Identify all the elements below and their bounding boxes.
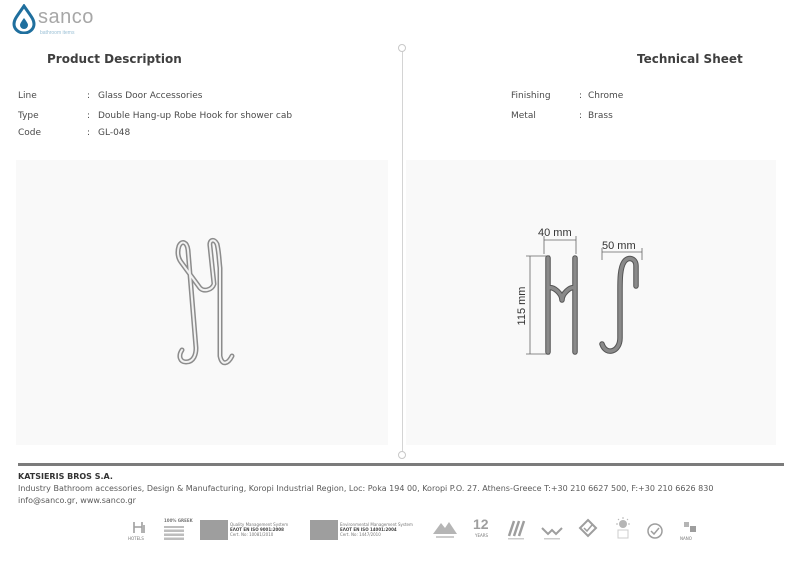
product-description-title: Product Description <box>47 52 182 66</box>
product-photo <box>16 160 388 445</box>
spec-finishing-value: Chrome <box>588 91 624 101</box>
diamond-icon <box>578 516 600 544</box>
company-address: Industry Bathroom accessories, Design & Manufacturing, Koropi Industrial Region, Loc: Poka 194 00, Koropi P.O. 27. Athens-Greece T:+30 210 6627 500, F:+30 210 6626 830 <box>18 484 714 493</box>
width-dimension-label: 40 mm <box>538 227 572 239</box>
spec-finishing-label: Finishing <box>511 91 551 101</box>
twelve-years-icon: 12 YEARS <box>473 516 489 538</box>
spec-code-label: Code <box>18 128 42 138</box>
wave-check-icon <box>540 516 566 544</box>
certifications-row <box>128 516 708 546</box>
technical-sheet-title: Technical Sheet <box>637 52 743 66</box>
nano-icon: NANO <box>678 516 702 544</box>
sun-icon <box>612 516 634 544</box>
vertical-divider <box>402 48 403 455</box>
front-view-outline <box>548 258 575 352</box>
company-contact: info@sanco.gr, www.sanco.gr <box>18 496 136 505</box>
eu-flag-icon <box>200 520 228 540</box>
spec-code-sep: : <box>87 128 91 138</box>
depth-dimension-label: 50 mm <box>602 240 636 252</box>
spec-type-label: Type <box>18 111 39 121</box>
footer-divider <box>18 463 784 466</box>
spec-metal-sep: : <box>579 111 583 121</box>
spec-metal-value: Brass <box>588 111 613 121</box>
round-seal-icon <box>646 516 666 544</box>
spec-metal-label: Metal <box>511 111 536 121</box>
greek-made-icon: 100% GREEK <box>164 516 188 544</box>
height-dimension-label: 115 mm <box>516 286 528 326</box>
spec-type-sep: : <box>87 111 91 121</box>
technical-drawing <box>406 160 776 445</box>
divider-top-dot <box>398 44 406 52</box>
divider-bottom-dot <box>398 451 406 459</box>
hotels-icon: HOTELS <box>128 516 152 544</box>
dimension-drawing <box>406 160 776 445</box>
spec-code-value: GL-048 <box>98 128 131 138</box>
spec-line-label: Line <box>18 91 37 101</box>
spec-type-value: Double Hang-up Robe Hook for shower cab <box>98 111 293 121</box>
sanco-logo <box>12 4 112 36</box>
iso-9001-badge: Quality Management System ΕΛΟΤ EN ISO 9001:2008 Cert. No: 10081/2010 <box>200 516 300 544</box>
spec-finishing-sep: : <box>579 91 583 101</box>
brand-name: sanco <box>38 6 94 28</box>
company-name: KATSIERIS BROS S.A. <box>18 472 113 481</box>
mountain-icon <box>432 516 458 544</box>
spec-line-sep: : <box>87 91 91 101</box>
iso-14001-badge: Environmental Management System ΕΛΟΤ EN ISO 14001:2004 Cert. No: 1447/2010 <box>310 516 420 544</box>
spec-line-value: Glass Door Accessories <box>98 91 203 101</box>
water-drop-icon <box>12 4 36 34</box>
stripes-icon <box>506 516 528 544</box>
brand-tagline: bathroom items <box>40 30 75 36</box>
eu-flag-icon <box>310 520 338 540</box>
chrome-hook-image <box>16 160 388 445</box>
